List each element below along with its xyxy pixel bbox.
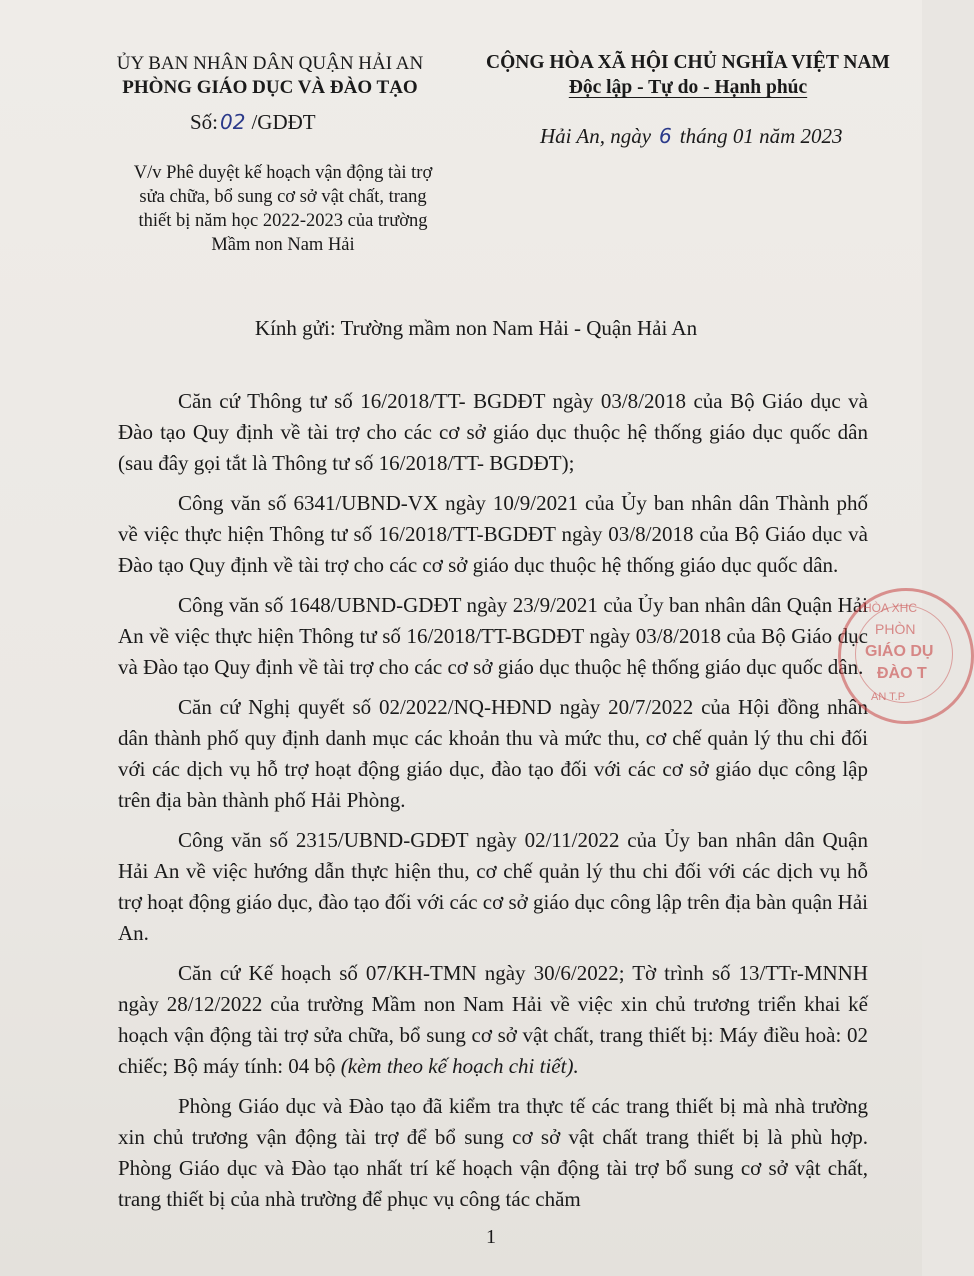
- org-line-2: PHÒNG GIÁO DỤC VÀ ĐÀO TẠO: [122, 77, 418, 98]
- country-name: CỘNG HÒA XÃ HỘI CHỦ NGHĨA VIỆT NAM: [486, 52, 890, 73]
- paragraph: Công văn số 6341/UBND-VX ngày 10/9/2021 của Ủy ban nhân dân Thành phố về việc thực hiện Thông tư số 16/2018/TT-BGDĐT ngày 03/8/2018 của Bộ Giáo dục và Đào tạo Quy định về tài trợ cho các cơ sở giáo dục thuộc hệ thống giáo dục quốc dân.: [118, 491, 868, 577]
- national-header: [468, 50, 908, 100]
- paragraph: Căn cứ Thông tư số 16/2018/TT- BGDĐT ngày 03/8/2018 của Bộ Giáo dục và Đào tạo Quy định về tài trợ cho các cơ sở giáo dục thuộc hệ thống giáo dục quốc dân (sau đây gọi tắt là Thông tư số 16/2018/TT- BGDĐT);: [118, 389, 868, 475]
- number-value: 02: [220, 110, 246, 134]
- number-suffix: /GDĐT: [251, 110, 316, 134]
- seal-text: GIÁO DỤ: [865, 643, 934, 660]
- document-number: [190, 110, 316, 135]
- subject-line-3: thiết bị năm học 2022-2023 của trường: [138, 211, 428, 231]
- paragraph-italic-note: (kèm theo kế hoạch chi tiết).: [340, 1054, 579, 1078]
- date-day: 6: [659, 124, 672, 148]
- document-body: [118, 386, 868, 1224]
- date-prefix: Hải An, ngày: [540, 124, 652, 148]
- subject-line: [118, 161, 448, 257]
- page-number: 1: [486, 1226, 496, 1248]
- paragraph: [118, 958, 868, 1082]
- issuing-organization: [70, 52, 470, 100]
- seal-text: HÒA XHC: [863, 601, 918, 615]
- paragraph: Phòng Giáo dục và Đào tạo đã kiểm tra thực tế các trang thiết bị mà nhà trường xin chủ trương vận động tài trợ để bổ sung cơ sở vật chất trang thiết bị là phù hợp. Phòng Giáo dục và Đào tạo nhất trí kế hoạch vận động tài trợ bổ sung cơ sở vật chất, trang thiết bị của nhà trường để phục vụ công tác chăm: [118, 1094, 868, 1211]
- seal-text: PHÒN: [875, 621, 916, 637]
- paragraph: Căn cứ Nghị quyết số 02/2022/NQ-HĐND ngày 20/7/2022 của Hội đồng nhân dân thành phố quy định danh mục các khoản thu và mức thu, cơ chế quản lý thu chi đối với các dịch vụ hỗ trợ hoạt động giáo dục, đào tạo đối với các cơ sở giáo dục công lập trên địa bàn thành phố Hải Phòng.: [118, 695, 868, 812]
- paragraph: Công văn số 2315/UBND-GDĐT ngày 02/11/2022 của Ủy ban nhân dân Quận Hải An về việc hướng dẫn thực hiện thu, cơ chế quản lý thu chi đối với các dịch vụ hỗ trợ hoạt động giáo dục, đào tạo đối với các cơ sở giáo dục công lập trên địa bàn quận Hải An.: [118, 828, 868, 945]
- subject-line-2: sửa chữa, bổ sung cơ sở vật chất, trang: [139, 187, 427, 207]
- subject-line-4: Mầm non Nam Hải: [211, 235, 355, 255]
- org-line-1: ỦY BAN NHÂN DÂN QUẬN HẢI AN: [116, 53, 424, 74]
- date-suffix: tháng 01 năm 2023: [679, 124, 843, 148]
- recipient: Kính gửi: Trường mầm non Nam Hải - Quận Hải An: [254, 316, 698, 340]
- seal-text: ĐÀO T: [877, 665, 927, 682]
- subject-line-1: V/v Phê duyệt kế hoạch vận động tài trợ: [133, 163, 433, 183]
- paragraph: Công văn số 1648/UBND-GDĐT ngày 23/9/2021 của Ủy ban nhân dân Quận Hải An về việc thực hiện Thông tư số 16/2018/TT-BGDĐT ngày 03/8/2018 của Bộ Giáo dục và Đào tạo Quy định về tài trợ cho các cơ sở giáo dục thuộc hệ thống giáo dục quốc dân.: [118, 593, 868, 679]
- red-seal-stamp: [838, 588, 974, 724]
- number-label: Số:: [190, 110, 219, 134]
- paragraph-text: Căn cứ Kế hoạch số 07/KH-TMN ngày 30/6/2022; Tờ trình số 13/TTr-MNNH ngày 28/12/2022 của trường Mầm non Nam Hải về việc xin chủ trương triển khai kế hoạch vận động tài trợ sửa chữa, bổ sung cơ sở vật chất, trang thiết bị: Máy điều hoà: 02 chiếc; Bộ máy tính: 04 bộ: [118, 961, 868, 1078]
- seal-text: AN T.P: [871, 691, 906, 703]
- national-motto: Độc lập - Tự do - Hạnh phúc: [568, 77, 808, 98]
- document-date: [540, 124, 843, 149]
